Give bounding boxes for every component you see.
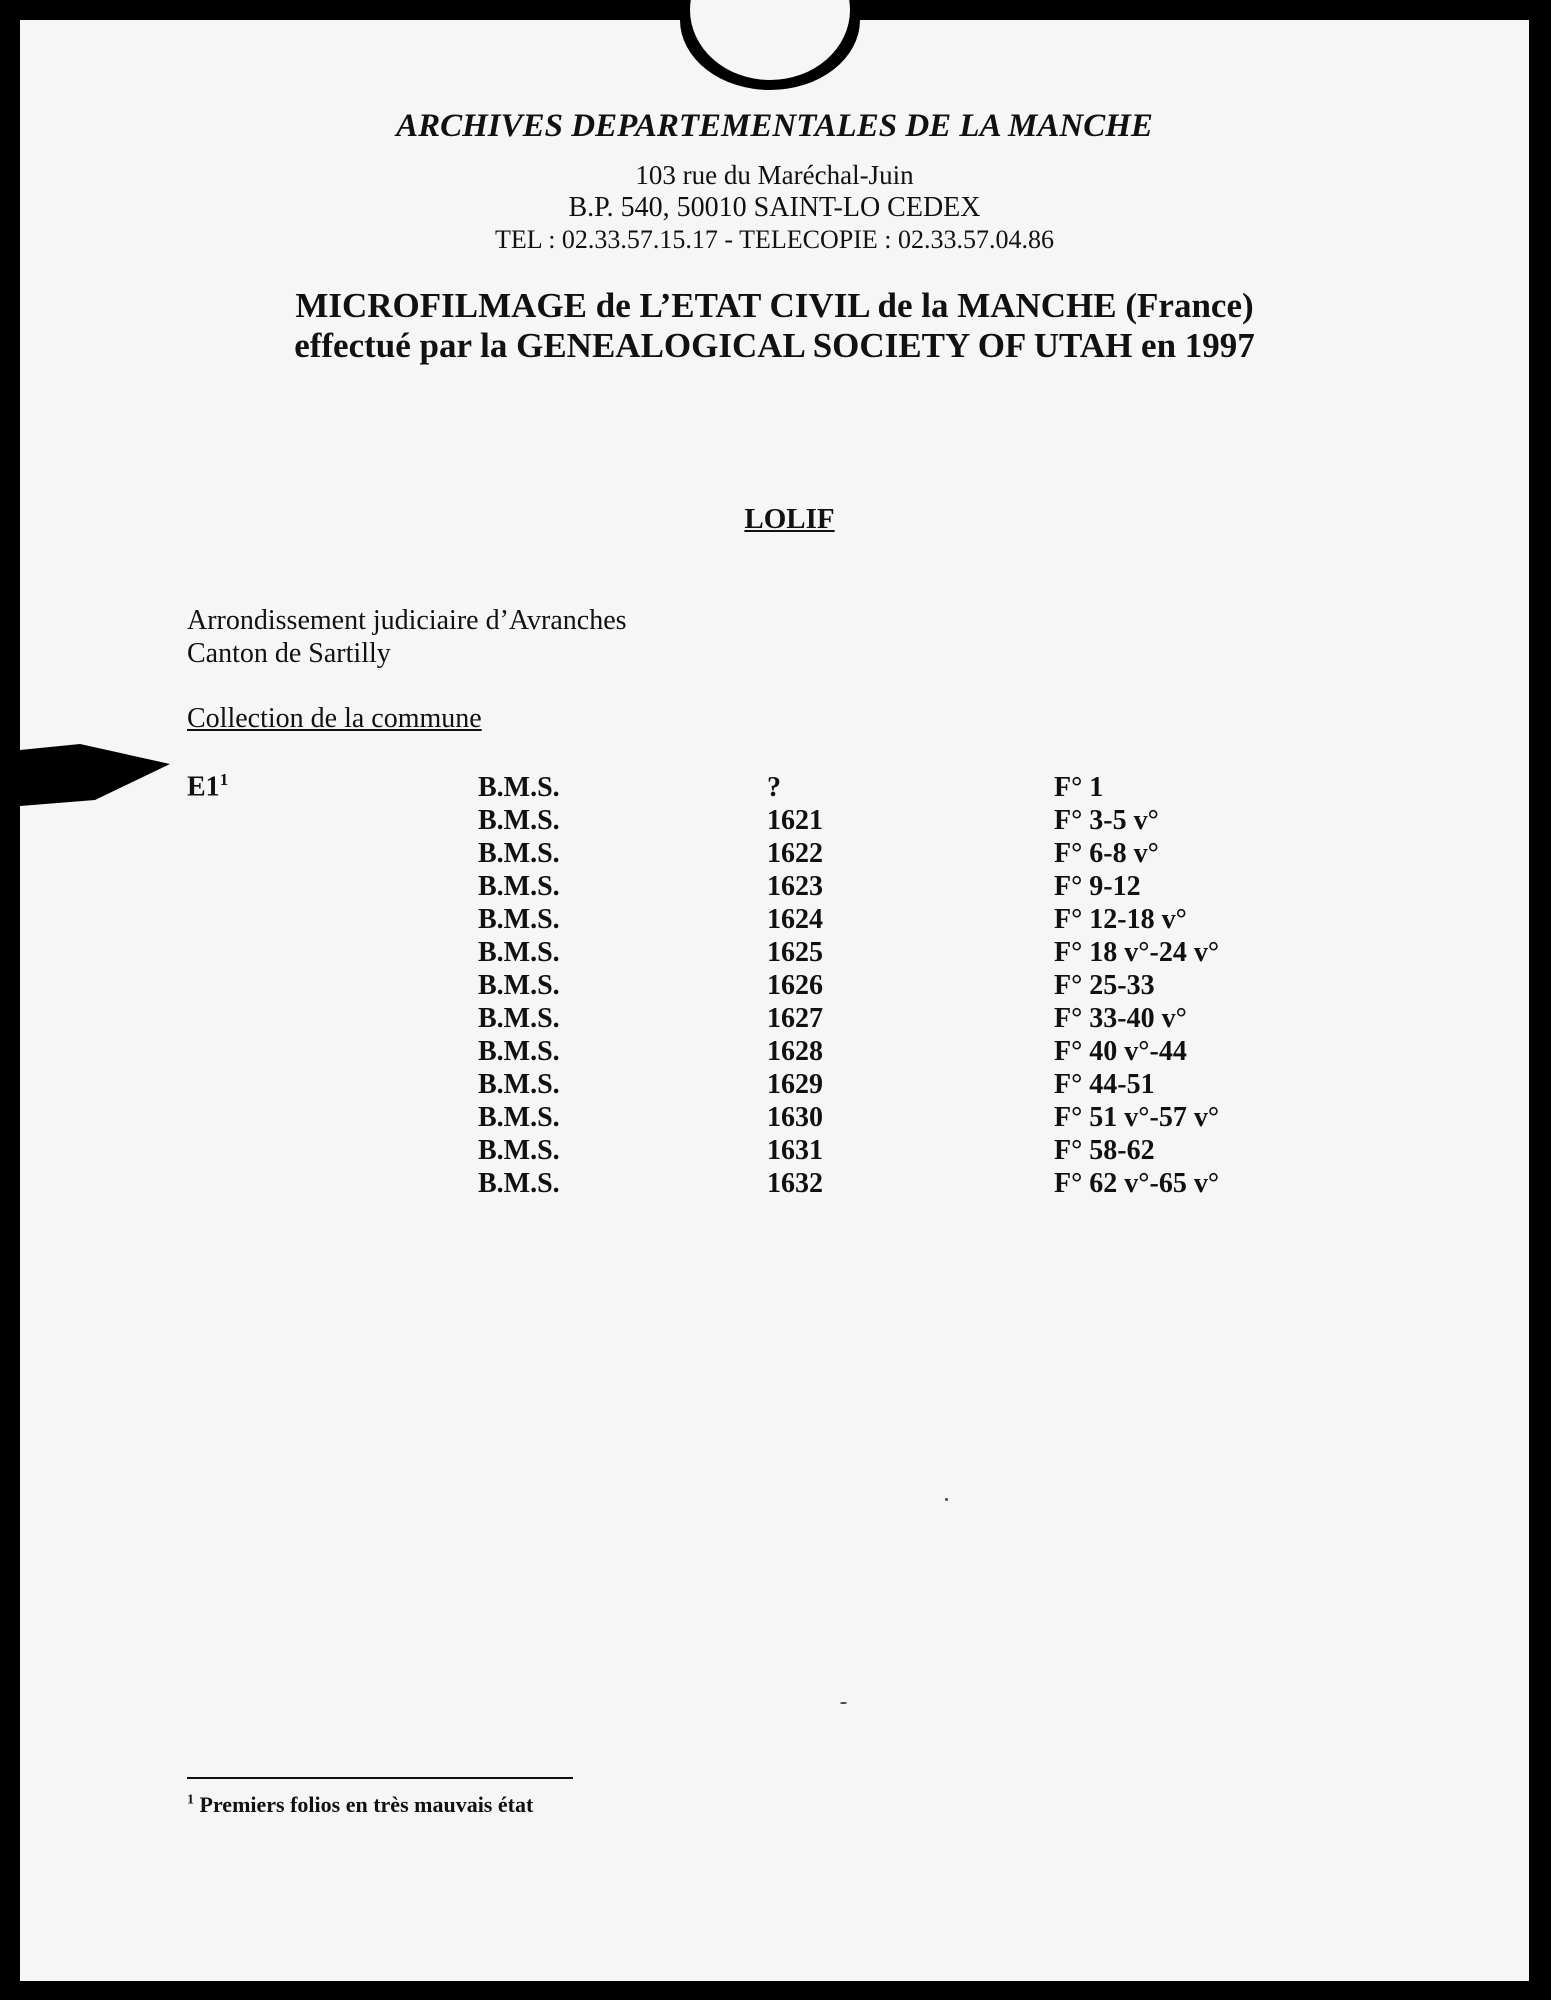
record-type: B.M.S. bbox=[478, 970, 560, 1001]
table-row bbox=[20, 871, 1529, 904]
record-type: B.M.S. bbox=[478, 1003, 560, 1034]
record-year: 1627 bbox=[767, 1003, 823, 1034]
table-row bbox=[20, 1168, 1529, 1201]
record-folio: F° 25-33 bbox=[1054, 970, 1155, 1001]
speck bbox=[840, 1702, 847, 1704]
footnote bbox=[187, 1792, 533, 1818]
footnote-text: Premiers folios en très mauvais état bbox=[199, 1792, 534, 1817]
record-type: B.M.S. bbox=[478, 772, 560, 803]
table-row bbox=[20, 1102, 1529, 1135]
record-folio: F° 44-51 bbox=[1054, 1069, 1155, 1100]
phone-line: TEL : 02.33.57.15.17 - TELECOPIE : 02.33.57.04.86 bbox=[495, 225, 1054, 254]
record-year: 1621 bbox=[767, 805, 823, 836]
record-year: 1631 bbox=[767, 1135, 823, 1166]
record-type: B.M.S. bbox=[478, 1036, 560, 1067]
footnote-rule bbox=[187, 1777, 573, 1779]
record-type: B.M.S. bbox=[478, 871, 560, 902]
record-folio: F° 40 v°-44 bbox=[1054, 1036, 1187, 1067]
record-year: 1626 bbox=[767, 970, 823, 1001]
record-folio: F° 9-12 bbox=[1054, 871, 1141, 902]
record-year: ? bbox=[767, 772, 781, 803]
record-year: 1623 bbox=[767, 871, 823, 902]
table-row bbox=[20, 1135, 1529, 1168]
record-year: 1622 bbox=[767, 838, 823, 869]
table-row bbox=[20, 904, 1529, 937]
record-folio: F° 1 bbox=[1054, 772, 1104, 803]
table-row bbox=[20, 1069, 1529, 1102]
footnote-number: 1 bbox=[187, 1792, 194, 1808]
speck bbox=[945, 1498, 948, 1501]
table-row bbox=[20, 805, 1529, 838]
record-type: B.M.S. bbox=[478, 937, 560, 968]
collection-heading: Collection de la commune bbox=[187, 703, 482, 734]
record-year: 1629 bbox=[767, 1069, 823, 1100]
footnote-ref: 1 bbox=[219, 770, 229, 789]
record-year: 1624 bbox=[767, 904, 823, 935]
record-type: B.M.S. bbox=[478, 1168, 560, 1199]
table-row bbox=[20, 772, 1529, 805]
record-year: 1625 bbox=[767, 937, 823, 968]
record-folio: F° 18 v°-24 v° bbox=[1054, 937, 1220, 968]
record-folio: F° 62 v°-65 v° bbox=[1054, 1168, 1220, 1199]
cote-label: $E1^1$ bbox=[187, 770, 229, 803]
arrondissement: Arrondissement judiciaire d’Avranches bbox=[187, 605, 627, 636]
record-type: B.M.S. bbox=[478, 904, 560, 935]
record-folio: F° 33-40 v° bbox=[1054, 1003, 1187, 1034]
document-page bbox=[20, 20, 1529, 1981]
document-title-line-2: effectué par la GENEALOGICAL SOCIETY OF UTAH en 1997 bbox=[294, 326, 1255, 365]
record-folio: F° 58-62 bbox=[1054, 1135, 1155, 1166]
document-title-line-1: MICROFILMAGE de L’ETAT CIVIL de la MANCHE (France) bbox=[295, 286, 1254, 325]
record-type: B.M.S. bbox=[478, 1135, 560, 1166]
canton: Canton de Sartilly bbox=[187, 638, 391, 669]
record-year: 1628 bbox=[767, 1036, 823, 1067]
record-folio: F° 12-18 v° bbox=[1054, 904, 1187, 935]
record-type: B.M.S. bbox=[478, 838, 560, 869]
table-row bbox=[20, 937, 1529, 970]
address-line-1: 103 rue du Maréchal-Juin bbox=[635, 160, 914, 190]
record-type: B.M.S. bbox=[478, 805, 560, 836]
address-line-2: B.P. 540, 50010 SAINT-LO CEDEX bbox=[568, 192, 981, 223]
record-year: 1630 bbox=[767, 1102, 823, 1133]
archive-name: ARCHIVES DEPARTEMENTALES DE LA MANCHE bbox=[396, 108, 1153, 144]
table-row bbox=[20, 838, 1529, 871]
record-folio: F° 6-8 v° bbox=[1054, 838, 1159, 869]
commune-name: LOLIF bbox=[744, 503, 835, 535]
table-row bbox=[20, 1036, 1529, 1069]
record-type: B.M.S. bbox=[478, 1102, 560, 1133]
record-type: B.M.S. bbox=[478, 1069, 560, 1100]
record-year: 1632 bbox=[767, 1168, 823, 1199]
record-folio: F° 51 v°-57 v° bbox=[1054, 1102, 1220, 1133]
record-folio: F° 3-5 v° bbox=[1054, 805, 1159, 836]
table-row bbox=[20, 970, 1529, 1003]
table-row bbox=[20, 1003, 1529, 1036]
